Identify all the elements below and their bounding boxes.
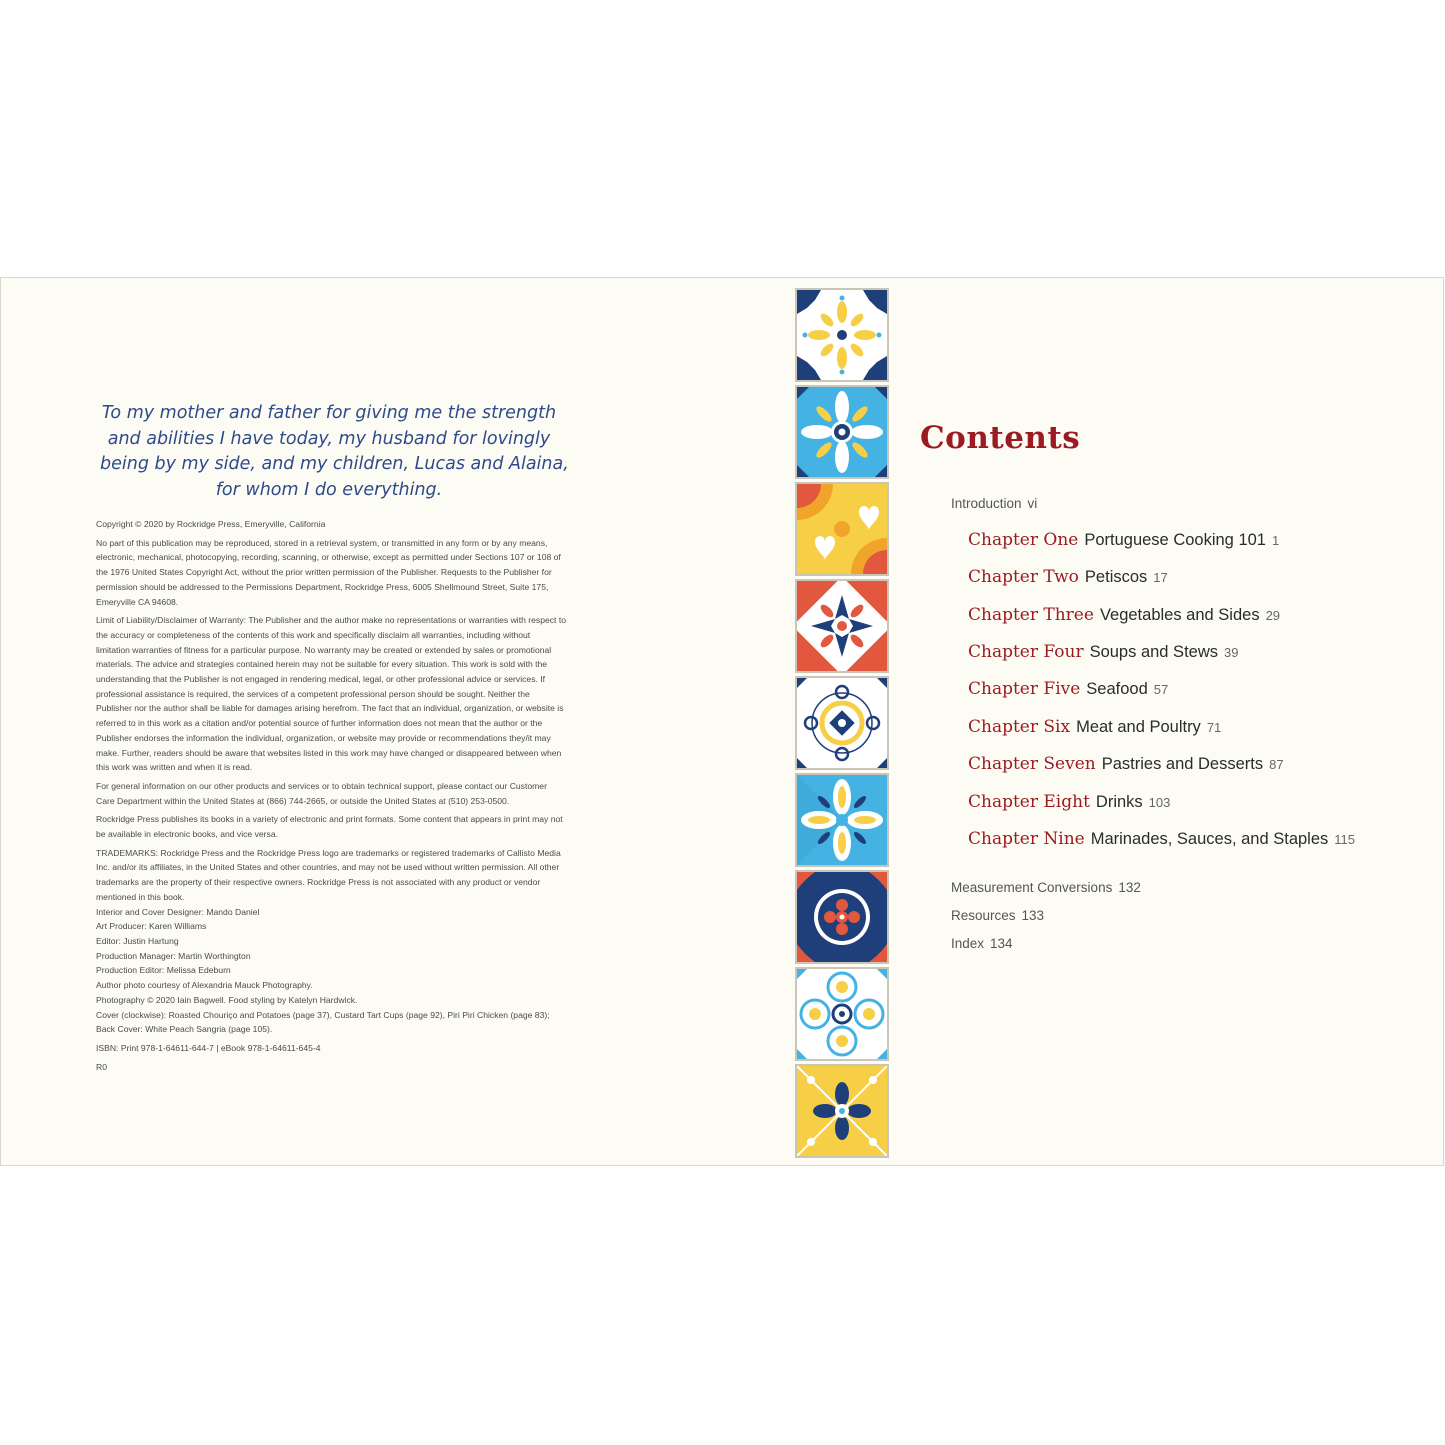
chapter-title: Portuguese Cooking 101 (1084, 531, 1266, 549)
toc-chapter-2[interactable] (968, 567, 1168, 587)
azulejo-tile-4 (795, 579, 889, 673)
dedication-line: and abilities I have today, my husband for lovingly (107, 428, 551, 449)
azulejo-tile-9 (795, 1064, 889, 1158)
chapter-label: Chapter One (968, 530, 1079, 550)
support-paragraph: For general information on our other products and services or to obtain technical support, please contact our Customer Care Department within the United States at (866) 744-2665, or outside the United States at (510) 253-0500. (96, 780, 547, 806)
toc-entry-label: Resources (951, 908, 1016, 923)
azulejo-tile-5 (795, 676, 889, 770)
toc-resources[interactable] (951, 908, 1044, 923)
credit-line: Photography © 2020 Iain Bagwell. Food styling by Katelyn Hardwick. (96, 994, 358, 1005)
toc-page-number: 17 (1153, 570, 1168, 585)
toc-chapter-5[interactable] (968, 679, 1168, 699)
toc-entry-label: Measurement Conversions (951, 880, 1113, 895)
print-run: R0 (96, 1061, 107, 1072)
contents-heading: Contents (920, 420, 1081, 456)
dedication-line: being by my side, and my children, Lucas and Alaina, (100, 454, 569, 474)
toc-page-number: 132 (1118, 880, 1141, 895)
toc-page-number: 133 (1021, 908, 1045, 923)
rights-paragraph: No part of this publication may be reproduced, stored in a retrieval system, or transmitted in any form or by any means, electronic, mechanical, photocopying, recording, scanning, or otherwise, except as permitted under Sections 107 or 108 of the 1976 United States Copyright Act, without the prior written permission of the Publisher. Requests to the Publisher for permission should be addressed to the Permissions Department, Rockridge Press, 6005 Shellmound Street, Suite 175, Emeryville CA 94608. (96, 537, 561, 607)
copyright-block (96, 517, 566, 1078)
azulejo-tile-3 (795, 482, 889, 576)
toc-page-number: 71 (1206, 720, 1222, 735)
azulejo-tile-6 (795, 773, 889, 867)
toc-chapter-3[interactable] (968, 605, 1280, 625)
toc-chapter-8[interactable] (968, 792, 1170, 812)
chapter-title: Marinades, Sauces, and Staples (1090, 830, 1329, 848)
chapter-title: Petiscos (1084, 568, 1148, 586)
chapter-label: Chapter Four (968, 642, 1084, 662)
toc-page-number: 103 (1148, 795, 1171, 810)
copyright-line: Copyright © 2020 by Rockridge Press, Emeryville, California (96, 519, 326, 529)
toc-entry-label: Introduction (951, 496, 1022, 511)
toc-measurement-conversions[interactable] (951, 880, 1141, 895)
liability-paragraph: Limit of Liability/Disclaimer of Warranty: The Publisher and the author make no representations or warranties with respect to the accuracy or completeness of the contents of this work and specifically disclaim all warranties, including without limitation warranties of fitness for a particular purpose. No warranty may be created or extended by sales or promotional materials. The advice and strategies contained herein may not be suitable for every situation. This work is sold with the understanding that the Publisher is not engaged in rendering medical, legal, or other professional advice or services. If professional assistance is required, the services of a competent professional person should be sought. Neither the Publisher nor the author shall be liable for damages arising herefrom. The fact that an individual, organization, or website is referred to in this work as a citation and/or potential source of further information does not mean that the author or the Publisher endorses the information the individual, organization, or website may provide or recommendations they/it may make. Further, readers should be aware that websites listed in this work may have changed or disappeared between when this work was written and when it is read. (96, 615, 567, 773)
chapter-label: Chapter Nine (968, 829, 1085, 849)
toc-page-number: 39 (1224, 645, 1239, 660)
chapter-label: Chapter Seven (968, 754, 1096, 774)
toc-chapter-4[interactable] (968, 642, 1238, 662)
dedication-line: To my mother and father for giving me the strength (101, 403, 557, 423)
credit-line: Editor: Justin Hartung (96, 935, 179, 946)
toc-page-number: 115 (1334, 832, 1356, 847)
toc-chapter-7[interactable] (968, 754, 1284, 774)
chapter-title: Vegetables and Sides (1099, 606, 1260, 624)
toc-chapter-1[interactable] (968, 530, 1279, 550)
toc-page-number: vi (1027, 496, 1038, 511)
dedication (100, 401, 569, 503)
toc-entry-label: Index (951, 936, 985, 951)
toc-page-number: 87 (1269, 757, 1284, 772)
chapter-title: Seafood (1086, 680, 1148, 698)
credit-line: Interior and Cover Designer: Mando Daniel (96, 906, 260, 917)
azulejo-tile-2 (795, 385, 889, 479)
toc-introduction[interactable] (951, 496, 1037, 511)
chapter-label: Chapter Three (968, 605, 1094, 625)
chapter-label: Chapter Eight (968, 792, 1090, 812)
azulejo-tile-1 (795, 288, 889, 382)
credit-line: Art Producer: Karen Williams (96, 921, 207, 932)
chapter-title: Soups and Stews (1089, 643, 1218, 661)
credit-line: Cover (clockwise): Roasted Chouriço and Potatoes (page 37), Custard Tart Cups (page 92), Piri Piri Chicken (page 83); Back Cover: White Peach Sangria (page 105). (96, 1009, 550, 1035)
dedication-line: for whom I do everything. (215, 479, 443, 500)
azulejo-tile-8 (795, 967, 889, 1061)
credit-line: Author photo courtesy of Alexandria Mauck Photography. (96, 980, 313, 991)
toc-page-number: 134 (990, 936, 1013, 951)
chapter-label: Chapter Two (968, 567, 1079, 587)
chapter-title: Pastries and Desserts (1101, 755, 1264, 773)
chapter-label: Chapter Five (968, 679, 1081, 699)
formats-paragraph: Rockridge Press publishes its books in a variety of electronic and print formats. Some content that appears in print may not be available in electronic books, and vice versa. (96, 814, 563, 840)
chapter-title: Drinks (1095, 793, 1143, 811)
toc-page-number: 1 (1271, 533, 1280, 548)
trademarks-paragraph: TRADEMARKS: Rockridge Press and the Rockridge Press logo are trademarks or registered trademarks of Callisto Media Inc. and/or its affiliates, in the United States and other countries, and may not be used without written permission. All other trademarks are the property of their respective owners. Rockridge Press is not associated with any product or vendor mentioned in this book. (96, 847, 561, 902)
credit-line: Production Editor: Melissa Edeburn (96, 965, 231, 976)
credit-line: Production Manager: Martin Worthington (96, 950, 251, 961)
azulejo-tile-column (795, 288, 889, 1156)
isbn-line: ISBN: Print 978-1-64611-644-7 | eBook 978-1-64611-645-4 (96, 1042, 321, 1053)
toc-index[interactable] (951, 936, 1013, 951)
toc-chapter-6[interactable] (968, 717, 1221, 737)
toc-page-number: 29 (1265, 608, 1281, 623)
toc-page-number: 57 (1153, 682, 1169, 697)
chapter-title: Meat and Poultry (1076, 718, 1201, 736)
azulejo-tile-7 (795, 870, 889, 964)
toc-chapter-9[interactable] (968, 829, 1355, 849)
chapter-label: Chapter Six (968, 717, 1071, 737)
